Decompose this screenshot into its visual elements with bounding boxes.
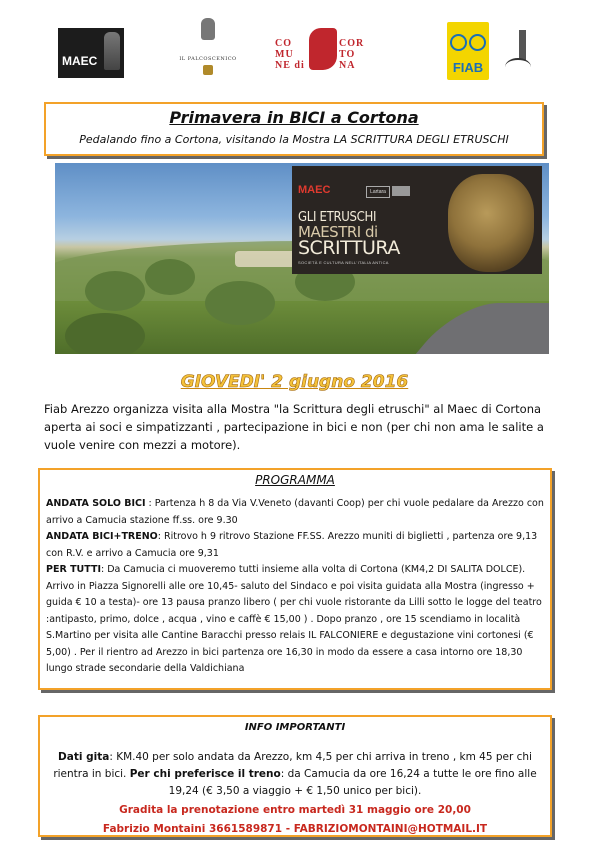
per-tutti-text: : Da Camucia ci muoveremo tutti insieme alla volta di Cortona (KM4,2 DI SALITA DOLCE). Arrivo in Piazza Signorelli alle ore 10,45- saluto del Sindaco e poi visita guidata alla Mostra (ingresso + guida € 10 a testa)- ore 13 pausa pranzo libero ( per chi vuole ristorante da Lilli sotto le logge del teatro :antipasto, primo, dolce , acqua , vino e caffè € 15,00 ) . Dopo pranzo , ore 15 scendiamo in località S.Martino per visita alle Cantine Baracchi presso relais IL FALCONIERE e degustazione vini cortonesi (€ 5,00) . Per il rientro ad Arezzo in bici partenza ore 16,30 in modo da essere a casa intorno ore 18,30 lungo strade secondarie della Valdichiana [46, 564, 542, 674]
tower-icon [519, 30, 526, 60]
olive-tree [205, 281, 275, 325]
andata-treno-label: ANDATA BICI+TRENO [46, 531, 158, 542]
info-box [38, 715, 552, 837]
page-subtitle: Pedalando fino a Cortona, visitando la Mostra LA SCRITTURA DEGLI ETRUSCHI [79, 133, 509, 146]
andata-treno-text: : Ritrovo h 9 ritrovo Stazione FF.SS. Arezzo muniti di biglietti , partenza ore 9,13 con R.V. e arrivo a Camucia ore 9,31 [46, 531, 538, 559]
palcoscenico-logo-text: IL PALCOSCENICO [179, 56, 237, 62]
bird-icon [201, 18, 215, 40]
banner-partner-logo: Lartara [366, 186, 390, 198]
comune-cortona-logo [275, 26, 375, 78]
olive-tree [145, 259, 195, 295]
banner-line-4: SOCIETÀ E CULTURA NELL'ITALIA ANTICA [298, 260, 389, 265]
treno-label: Per chi preferisce il treno [129, 768, 281, 780]
andata-bici-label: ANDATA SOLO BICI [46, 498, 146, 509]
booking-deadline: Gradita la prenotazione entro martedì 31 maggio ore 20,00 [119, 804, 471, 816]
statue-icon [104, 32, 120, 70]
fiab-logo-text: FIAB [452, 60, 484, 75]
info-body [50, 749, 540, 800]
treno-text: : da Camucia da ore 16,24 a tutte le ore fino alle 19,24 (€ 3,50 a viaggio + € 1,50 unico per bici). [168, 768, 537, 797]
maec-logo [58, 28, 124, 78]
page-title: Primavera in BICI a Cortona [169, 108, 419, 127]
fiab-arezzo-logo [497, 28, 541, 78]
event-date-heading: GIOVEDI' 2 giugno 2016 [180, 372, 409, 392]
banner-line-2: MAESTRI di [298, 223, 378, 241]
contact-line[interactable]: Fabrizio Montaini 3661589871 - FABRIZIOMONTAINI@HOTMAIL.IT [102, 823, 488, 835]
comune-logo-left-text: CO MU NE di [275, 38, 305, 71]
intro-paragraph: Fiab Arezzo organizza visita alla Mostra "la Scrittura degli etruschi" al Maec di Cortona aperta ai soci e simpatizzanti , partecipazione in bici e non (per chi non ama le salite a vuole venire con mezzi a motore). [44, 402, 544, 452]
comune-logo-right-text: COR TO NA [339, 38, 365, 71]
lion-icon [309, 28, 337, 70]
bicycle-wheel-icon [450, 34, 467, 51]
dati-gita-text: : KM.40 per solo andata da Arezzo, km 4,5 per chi arriva in treno , km 45 per chi rientra in bici. [53, 751, 532, 780]
programma-box [38, 468, 552, 690]
maec-logo-text: MAEC [62, 54, 98, 68]
banner-line-1: GLI ETRUSCHI [298, 210, 377, 225]
cyclist-icon [505, 58, 531, 76]
bronze-head-image [448, 174, 534, 272]
programma-body [46, 496, 544, 678]
banner-line-3: SCRITTURA [298, 237, 400, 259]
andata-bici-text: : Partenza h 8 da Via V.Veneto (davanti Coop) per chi vuole pedalare da Arezzo con arrivo a Camucia stazione ff.ss. ore 9.30 [46, 498, 544, 526]
exhibition-banner [292, 166, 542, 274]
banner-partner-logo-2 [392, 186, 410, 196]
booking-info [40, 801, 550, 839]
olive-tree [85, 271, 145, 311]
banner-maec-text: MAEC [298, 184, 331, 196]
palcoscenico-logo [178, 18, 238, 78]
crown-icon [203, 65, 213, 75]
per-tutti-label: PER TUTTI [46, 564, 101, 575]
info-title: INFO IMPORTANTI [244, 722, 346, 733]
bicycle-wheel-icon [469, 34, 486, 51]
dati-gita-label: Dati gita [58, 751, 110, 763]
programma-title: PROGRAMMA [255, 473, 335, 487]
fiab-logo [447, 22, 489, 80]
olive-tree [65, 313, 145, 354]
road-shape [391, 303, 549, 354]
title-box [44, 102, 544, 156]
